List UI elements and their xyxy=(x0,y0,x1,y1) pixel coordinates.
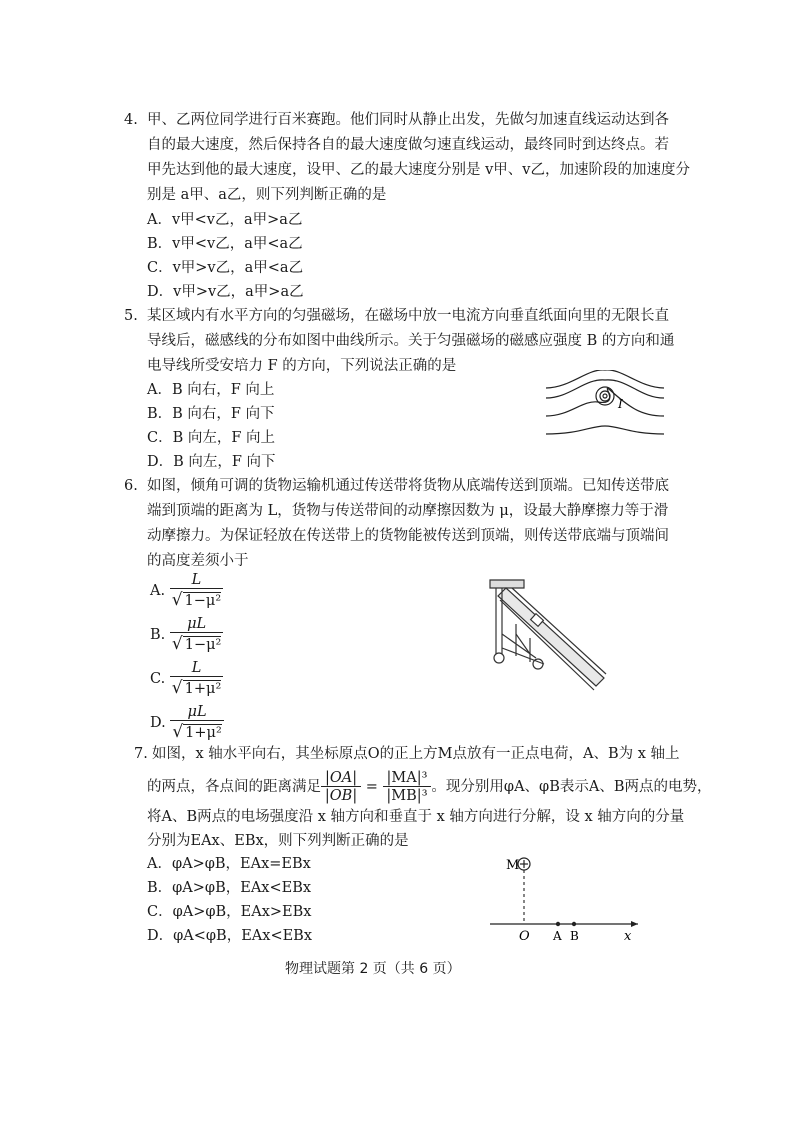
question-text-line: 如图，倾角可调的货物运输机通过传送带将货物从底端传送到顶端。已知传送带底 xyxy=(147,478,669,494)
fraction-numerator: |MA|³ xyxy=(386,770,428,786)
question-text-line: 甲先达到他的最大速度，设甲、乙的最大速度分别是 v甲、v乙，加速阶段的加速度分 xyxy=(147,162,690,178)
fraction-numerator: |OA| xyxy=(325,770,358,786)
question-number: 4. xyxy=(124,112,138,128)
point-a xyxy=(556,922,560,926)
wheel xyxy=(533,659,543,669)
fraction-denominator: 1+μ² xyxy=(184,681,222,697)
option-b: B．v甲<v乙，a甲<a乙 xyxy=(147,236,303,252)
question-text-line: 导线后，磁感线的分布如图中曲线所示。关于匀强磁场的磁感应强度 B 的方向和通 xyxy=(147,333,675,349)
question-number: 6. xyxy=(124,478,138,494)
option-d: D．B 向左，F 向下 xyxy=(147,454,276,470)
charge-axis-figure xyxy=(486,852,646,942)
question-text-line: 电导线所受安培力 F 的方向，下列说法正确的是 xyxy=(147,358,457,374)
question-text-line: 将A、B两点的电场强度沿 x 轴方向和垂直于 x 轴方向进行分解，设 x 轴方向的分量 xyxy=(147,809,685,825)
question-text-line: 自的最大速度，然后保持各自的最大速度做匀速直线运动，最终同时到达终点。若 xyxy=(147,137,669,153)
option-label: D. xyxy=(150,715,166,731)
fraction-denominator: 1+μ² xyxy=(185,725,222,741)
origin-label: O xyxy=(519,929,530,942)
option-c: C. $\frac{L}{\text{√ 1+μ²}}$ xyxy=(150,660,222,698)
option-a: A．v甲<v乙，a甲>a乙 xyxy=(147,212,303,228)
point-b-label: B xyxy=(570,929,579,942)
page-footer: 物理试题第 2 页（共 6 页） xyxy=(285,961,461,977)
fraction-denominator: 1−μ² xyxy=(184,593,222,609)
question-number: 5. xyxy=(124,308,138,324)
option-a: A．φA>φB，EAx=EBx xyxy=(147,856,311,872)
field-loop xyxy=(600,391,610,401)
question-text-line: 别是 a甲、a乙，则下列判断正确的是 xyxy=(147,187,387,203)
text-segment: 。现分别用φA、φB表示A、B两点的电势， xyxy=(431,779,712,795)
wire-cross-section xyxy=(603,394,607,398)
fraction-denominator: 1−μ² xyxy=(184,637,222,653)
fraction-denominator: |MB|³ xyxy=(383,786,432,804)
option-label: A. xyxy=(150,583,166,599)
conveyor-belt xyxy=(498,588,604,686)
option-a: A. $\frac{L}{\text{√ 1−μ²}}$ xyxy=(150,572,222,610)
current-label: I xyxy=(618,397,623,411)
option-b: B．B 向右，F 向下 xyxy=(147,406,275,422)
option-d: D. $\frac{\mu L}{\text{√ 1+μ²}}$ xyxy=(150,704,222,742)
fraction-numerator: L xyxy=(191,660,202,676)
question-number: 7. xyxy=(134,746,148,762)
point-a-label: A xyxy=(553,929,562,942)
fraction-numerator: μL xyxy=(187,704,207,720)
magnetic-field-figure xyxy=(540,370,670,446)
belt-edge xyxy=(500,600,594,690)
option-c: C．v甲>v乙，a甲<a乙 xyxy=(147,260,304,276)
frame-strut xyxy=(502,648,544,664)
field-line xyxy=(546,370,664,388)
top-frame xyxy=(490,580,524,588)
equals-sign: = xyxy=(365,779,378,795)
option-c: C．φA>φB，EAx>EBx xyxy=(147,904,312,920)
option-a: A．B 向右，F 向上 xyxy=(147,382,275,398)
frame-strut xyxy=(516,634,530,654)
option-b: B．φA>φB，EAx<EBx xyxy=(147,880,312,896)
field-line xyxy=(546,380,664,398)
option-b: B. $\frac{\mu L}{\text{√ 1−μ²}}$ xyxy=(150,616,222,654)
text-segment: 的两点，各点间的距离满足 xyxy=(147,779,321,795)
point-b xyxy=(572,922,576,926)
option-label: B. xyxy=(150,627,166,643)
conveyor-figure xyxy=(486,574,610,696)
option-d: D．φA<φB，EAx<EBx xyxy=(147,928,313,944)
fraction-denominator: |OB| xyxy=(321,786,361,804)
question-text-line: 甲、乙两位同学进行百米赛跑。他们同时从静止出发，先做匀加速直线运动达到各 xyxy=(147,112,669,128)
option-d: D．v甲>v乙，a甲>a乙 xyxy=(147,284,304,300)
question-text-line: 端到顶端的距离为 L，货物与传送带间的动摩擦因数为 μ，设最大静摩擦力等于滑 xyxy=(147,503,669,519)
point-m-label: M xyxy=(506,858,520,873)
question-text-line xyxy=(147,770,711,804)
field-line xyxy=(546,388,664,416)
x-axis-arrow-icon xyxy=(631,921,638,927)
belt-edge xyxy=(512,588,606,674)
question-text-line: 某区域内有水平方向的匀强磁场，在磁场中放一电流方向垂直纸面向里的无限长直 xyxy=(147,308,669,324)
question-text-line: 如图，x 轴水平向右，其坐标原点O的正上方M点放有一正点电荷，A、B为 x 轴上 xyxy=(152,746,680,762)
question-text-line: 动摩擦力。为保证轻放在传送带上的货物能被传送到顶端，则传送带底端与顶端间 xyxy=(147,528,669,544)
x-axis-label: x xyxy=(624,929,632,942)
question-text-line: 分别为EAx、EBx，则下列判断正确的是 xyxy=(147,833,409,849)
wheel xyxy=(494,653,504,663)
field-line xyxy=(546,426,664,434)
option-c: C．B 向左，F 向上 xyxy=(147,430,276,446)
fraction-numerator: L xyxy=(191,572,202,588)
option-label: C. xyxy=(150,671,166,687)
question-text-line: 的高度差须小于 xyxy=(147,553,249,569)
fraction-numerator: μL xyxy=(187,616,207,632)
